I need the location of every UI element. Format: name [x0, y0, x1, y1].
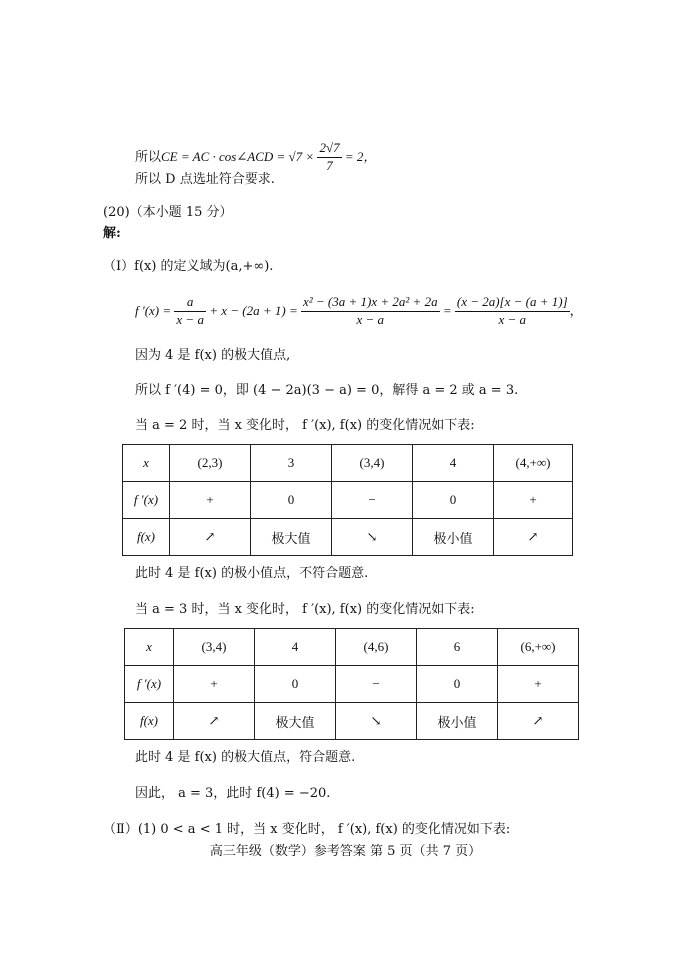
derivative-formula — [135, 294, 583, 329]
table-cell: 6 — [417, 629, 498, 666]
table-cell: + — [170, 482, 251, 519]
solve-for-a: 所以 f ′(4) = 0，即 (4 − 2a)(3 − a) = 0，解得 a = 2 或 a = 3. — [135, 383, 519, 398]
table-row — [125, 703, 579, 740]
table-cell: ↘ — [332, 519, 413, 556]
derivative-equals: = — [439, 302, 455, 318]
derivative-fraction-3-denominator: x − a — [498, 311, 527, 327]
row-header-cell: f ′(x) — [123, 482, 170, 519]
ce-fraction — [317, 140, 341, 175]
derivative-end: ， — [569, 303, 583, 319]
part1-label: （Ⅰ） — [103, 259, 135, 274]
local-max-premise: 因为 4 是 f(x) 的极大值点, — [135, 348, 291, 363]
table-cell: ↘ — [336, 703, 417, 740]
row-header-cell: x — [123, 445, 170, 482]
table-cell: (2,3) — [170, 445, 251, 482]
page-footer: 高三年级（数学）参考答案 第 5 页（共 7 页） — [209, 844, 482, 859]
case-a2-intro: 当 a = 2 时，当 x 变化时， f ′(x), f(x) 的变化情况如下表: — [135, 418, 475, 433]
table-cell: − — [336, 666, 417, 703]
ce-formula: CE = AC · cos∠ACD = √7 × — [161, 148, 318, 164]
table-row — [123, 519, 573, 556]
d-point-conclusion: 所以 D 点选址符合要求. — [135, 172, 275, 187]
table-cell: (3,4) — [332, 445, 413, 482]
derivative-fraction-1-denominator: x − a — [176, 311, 204, 327]
derivative-fraction-3 — [455, 294, 570, 329]
table-cell: ↗ — [170, 519, 251, 556]
derivative-middle: + x − (2a + 1) = — [205, 302, 301, 318]
table-cell: 0 — [417, 666, 498, 703]
table-row — [123, 482, 573, 519]
table-cell: 4 — [255, 629, 336, 666]
derivative-fraction-2 — [301, 294, 440, 329]
table-cell: 极大值 — [255, 703, 336, 740]
part2-intro: （Ⅱ）(1) 0 < a < 1 时，当 x 变化时， f ′(x), f(x) 的变化情况如下表: — [103, 822, 511, 837]
table-cell: − — [332, 482, 413, 519]
table-cell: 0 — [255, 666, 336, 703]
table-cell: 0 — [413, 482, 494, 519]
row-header-cell: f(x) — [123, 519, 170, 556]
table-cell: (4,+∞) — [494, 445, 573, 482]
derivative-fraction-3-numerator: (x − 2a)[x − (a + 1)] — [455, 294, 570, 312]
table-cell: 3 — [251, 445, 332, 482]
ce-suffix: = 2， — [341, 148, 377, 164]
case-a3-intro: 当 a = 3 时，当 x 变化时， f ′(x), f(x) 的变化情况如下表: — [135, 602, 475, 617]
derivative-fraction-1-numerator: a — [174, 294, 206, 312]
derivative-lhs: f ′(x) = — [135, 302, 175, 318]
table-row — [125, 666, 579, 703]
ce-prefix: 所以 — [135, 149, 162, 165]
row-header-cell: f ′(x) — [125, 666, 174, 703]
ce-computation — [135, 140, 376, 175]
table-row — [123, 445, 573, 482]
question-header: (20)（本小题 15 分） — [103, 205, 233, 220]
table-cell: (3,4) — [174, 629, 255, 666]
row-header-cell: f(x) — [125, 703, 174, 740]
ce-fraction-numerator: 2√7 — [317, 140, 341, 158]
table-cell: 极小值 — [413, 519, 494, 556]
table-cell: + — [498, 666, 579, 703]
table-cell: 0 — [251, 482, 332, 519]
variation-table-a3 — [124, 628, 579, 740]
ce-fraction-denominator: 7 — [326, 157, 333, 173]
table-cell: 4 — [413, 445, 494, 482]
table-cell: ↗ — [498, 703, 579, 740]
table-cell: ↗ — [174, 703, 255, 740]
solution-label: 解: — [103, 226, 121, 241]
table-cell: (4,6) — [336, 629, 417, 666]
variation-table-a2 — [122, 444, 573, 556]
part1-domain-line — [103, 259, 273, 275]
table-cell: (6,+∞) — [498, 629, 579, 666]
case-a3-result: 此时 4 是 f(x) 的极大值点，符合题意. — [135, 750, 356, 765]
conclusion: 因此， a = 3，此时 f(4) = −20. — [135, 786, 331, 801]
derivative-fraction-2-denominator: x − a — [356, 311, 385, 327]
table-cell: 极大值 — [251, 519, 332, 556]
case-a2-result: 此时 4 是 f(x) 的极小值点，不符合题意. — [135, 566, 369, 581]
table-cell: + — [174, 666, 255, 703]
derivative-fraction-2-numerator: x² − (3a + 1)x + 2a² + 2a — [301, 294, 440, 312]
derivative-fraction-1 — [174, 294, 206, 329]
domain-statement: f(x) 的定义域为(a,+∞). — [134, 259, 274, 274]
table-row — [125, 629, 579, 666]
table-cell: ↗ — [494, 519, 573, 556]
table-cell: + — [494, 482, 573, 519]
row-header-cell: x — [125, 629, 174, 666]
table-cell: 极小值 — [417, 703, 498, 740]
